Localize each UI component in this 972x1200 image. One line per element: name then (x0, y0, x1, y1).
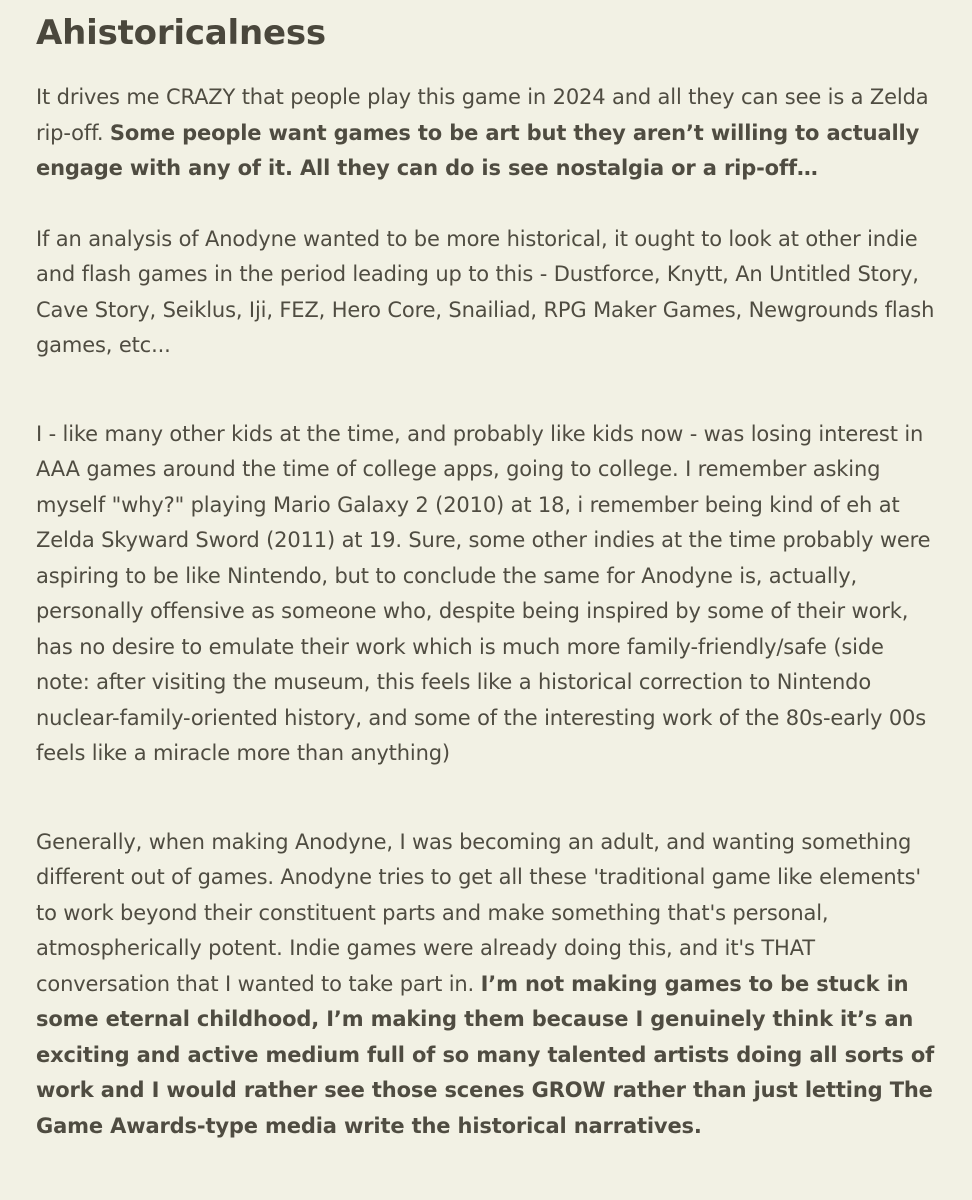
paragraph-losing-interest (36, 417, 936, 772)
paragraph-text: If an analysis of Anodyne wanted to be more historical, it ought to look at other indie and flash games in the period leading up to this - Dustforce, Knytt, An Untitled Story, Cave Story, Seiklus, Iji, FEZ, Hero Core, Snailiad, RPG Maker Games, Newgrounds flash games, etc... (36, 226, 935, 357)
article-heading: Ahistoricalness (36, 13, 326, 53)
paragraph-zelda-ripoff (36, 80, 936, 187)
paragraph-text: Generally, when making Anodyne, I was becoming an adult, and wanting something different out of games. Anodyne tries to get all these 'traditional game like elements' to work beyond their constituent parts and make something that's personal, atmospherically potent. Indie games were already doing this, and it's THAT conversation that I wanted to take part in. (36, 829, 922, 996)
paragraph-text: It drives me CRAZY that people play this game in 2024 and all they can see is a Zelda rip-off. (36, 85, 929, 145)
paragraph-text: I - like many other kids at the time, and probably like kids now - was losing interest in AAA games around the time of college apps, going to college. I remember asking myself "why?" playing Mario Galaxy 2 (2010) at 18, i remember being kind of eh at Zelda Skyward Sword (2011) at 19. Sure, some other indies at the time probably were aspiring to be like Nintendo, but to conclude the same for Anodyne is, actually, personally offensive as someone who, despite being inspired by some of their work, has no desire to emulate their work which is much more family-friendly/safe (side note: after visiting the museum, this feels like a historical correction to Nintendo nuclear-family-oriented history, and some of the interesting work of the 80s-early 00s feels like a miracle more than anything) (36, 421, 931, 765)
paragraph-historical-analysis (36, 222, 936, 364)
paragraph-emphasis: Some people want games to be art but they aren’t willing to actually engage with any of it. All they can do is see nostalgia or a rip-off… (36, 120, 920, 180)
paragraph-emphasis: I’m not making games to be stuck in some eternal childhood, I’m making them because I genuinely think it’s an exciting and active medium full of so many talented artists doing all sorts of work and I would rather see those scenes GROW rather than just letting The Game Awards-type media write the historical narratives. (36, 971, 935, 1138)
paragraph-becoming-adult (36, 825, 936, 1145)
